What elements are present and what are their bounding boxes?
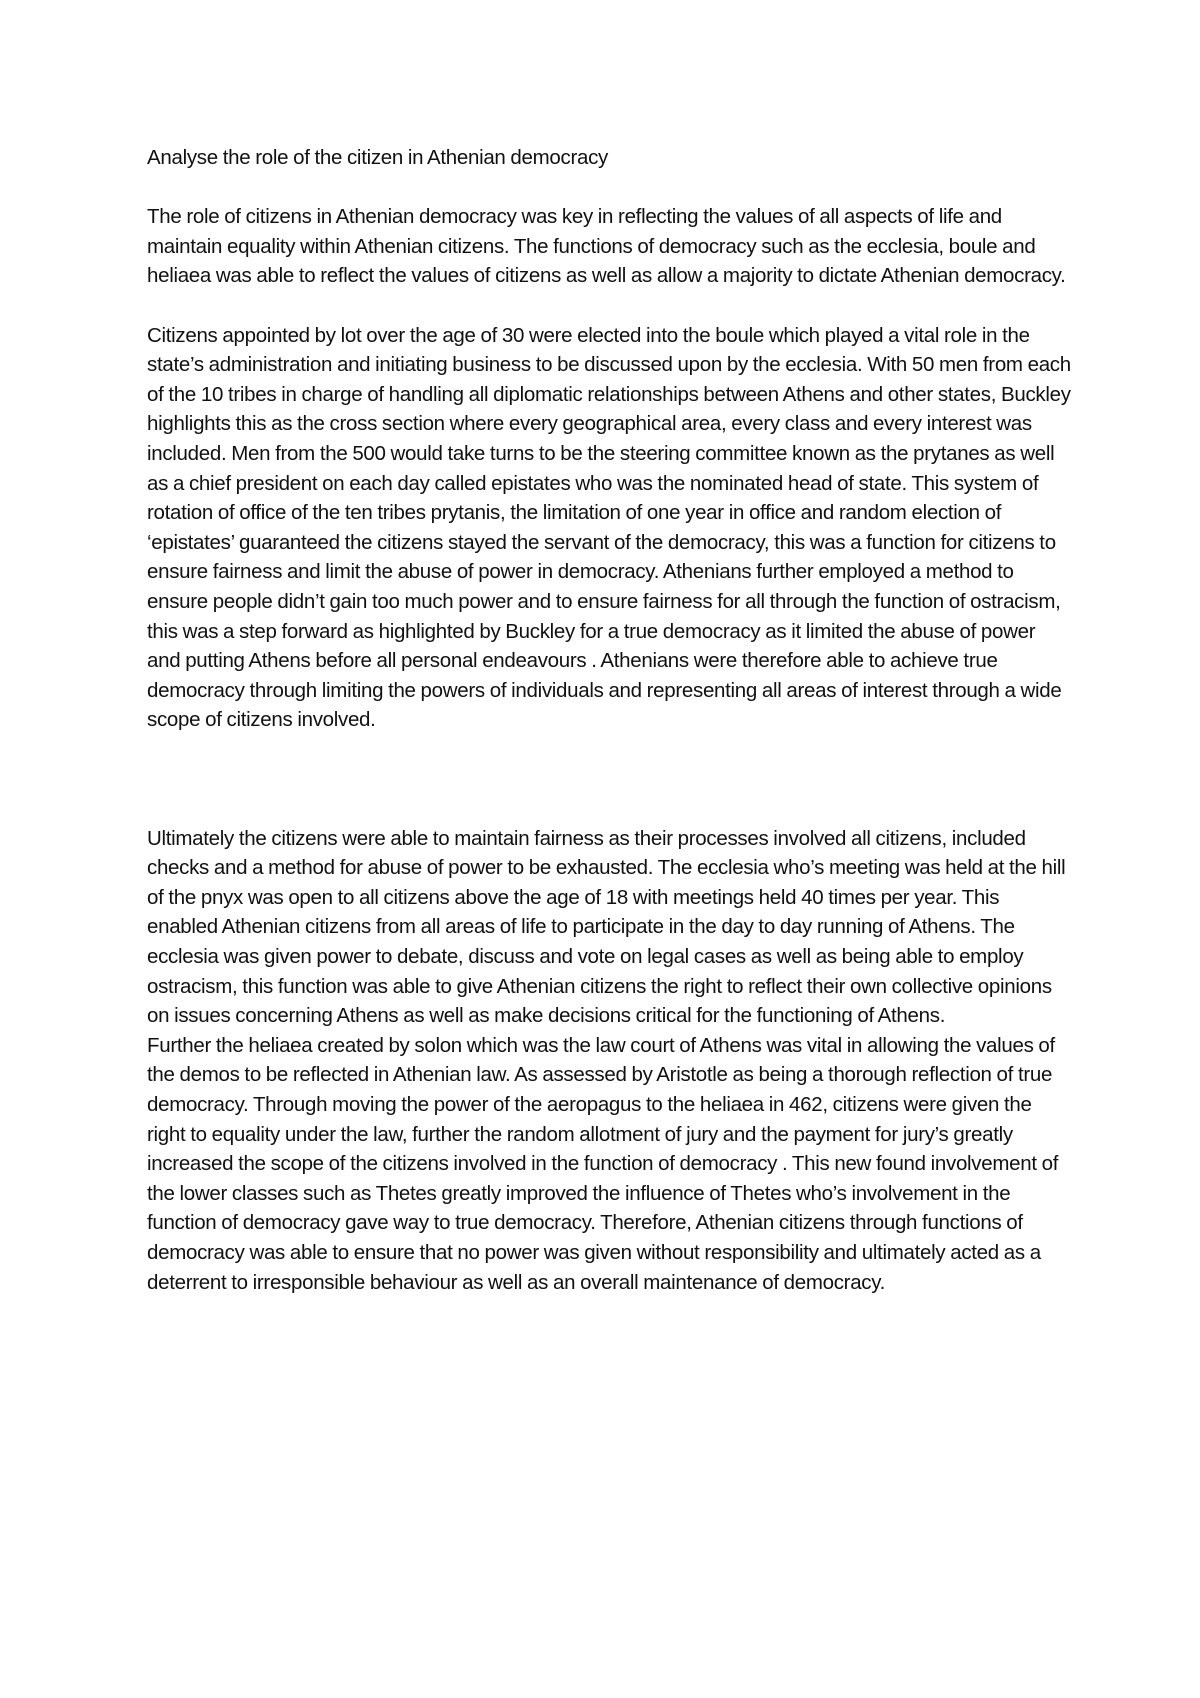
paragraph-ecclesia: Ultimately the citizens were able to maintain fairness as their processes involved all citizens, included checks and a method for abuse of power to be exhausted. The ecclesia who’s meeting was held at the hill of the pnyx was open to all citizens above the age of 18 with meetings held 40 times per year. This enabled Athenian citizens from all areas of life to participate in the day to day running of Athens. The ecclesia was given power to debate, discuss and vote on legal cases as well as being able to employ ostracism, this function was able to give Athenian citizens the right to reflect their own collective opinions on issues concerning Athens as well as make decisions critical for the functioning of Athens.	[147, 826, 1066, 1028]
document-page	[147, 143, 1072, 1327]
document-title: Analyse the role of the citizen in Athenian democracy	[147, 146, 608, 169]
paragraph-intro: The role of citizens in Athenian democracy was key in reflecting the values of all aspects of life and maintain equality within Athenian citizens. The functions of democracy such as the ecclesia, boule and heliaea was able to reflect the values of citizens as well as allow a majority to dictate Athenian democracy.	[147, 205, 1066, 288]
paragraph-boule: Citizens appointed by lot over the age of 30 were elected into the boule which played a vital role in the state’s administration and initiating business to be discussed upon by the ecclesia. With 50 men from each of the 10 tribes in charge of handling all diplomatic relationships between Athens and other states, Buckley highlights this as the cross section where every geographical area, every class and every interest was included. Men from the 500 would take turns to be the steering committee known as the prytanes as well as a chief president on each day called epistates who was the nominated head of state. This system of rotation of office of the ten tribes prytanis, the limitation of one year in office and random election of ‘epistates’ guaranteed the citizens stayed the servant of the democracy, this was a function for citizens to ensure fairness and limit the abuse of power in democracy. Athenians further employed a method to ensure people didn’t gain too much power and to ensure fairness for all through the function of ostracism, this was a step forward as highlighted by Buckley for a true democracy as it limited the abuse of power and putting Athens before all personal endeavours . Athenians were therefore able to achieve true democracy through limiting the powers of individuals and representing all areas of interest through a wide scope of citizens involved.	[147, 323, 1071, 732]
paragraph-heliaea: Further the heliaea created by solon which was the law court of Athens was vital in allowing the values of the demos to be reflected in Athenian law. As assessed by Aristotle as being a thorough reflection of true democracy. Through moving the power of the aeropagus to the heliaea in 462, citizens were given the right to equality under the law, further the random allotment of jury and the payment for jury’s greatly increased the scope of the citizens involved in the function of democracy . This new found involvement of the lower classes such as Thetes greatly improved the influence of Thetes who’s involvement in the function of democracy gave way to true democracy. Therefore, Athenian citizens through functions of democracy was able to ensure that no power was given without responsibility and ultimately acted as a deterrent to irresponsible behaviour as well as an overall maintenance of democracy.	[147, 1033, 1059, 1294]
paragraph-gap	[147, 764, 1072, 823]
